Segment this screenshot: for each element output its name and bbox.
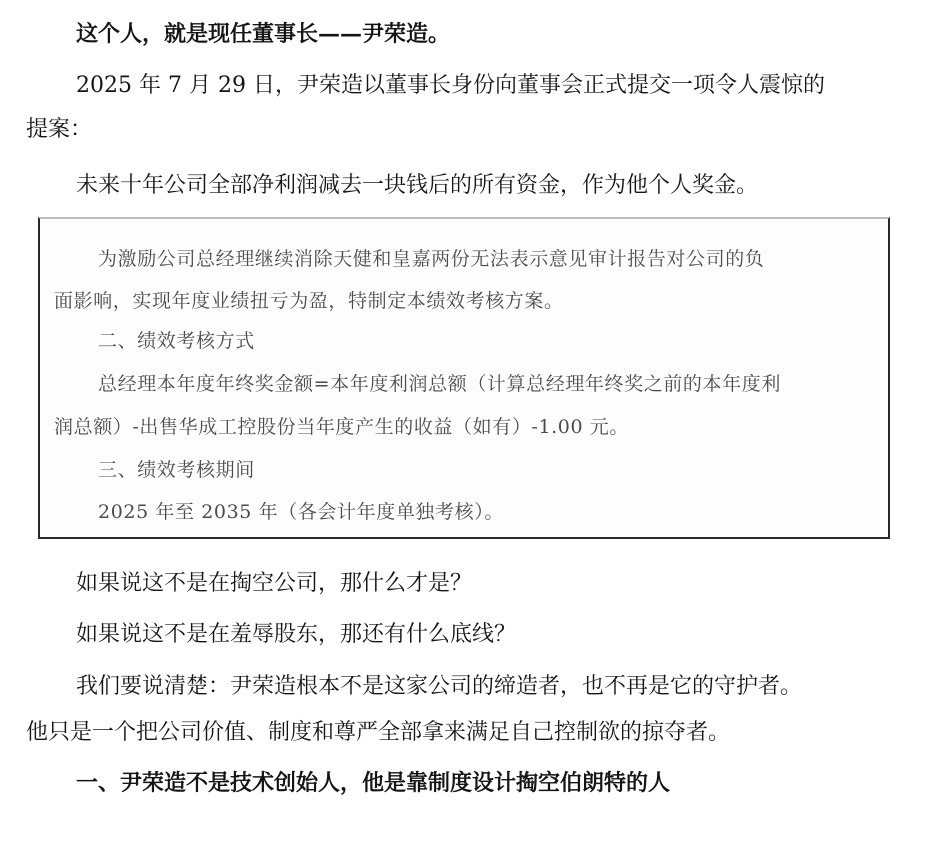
excerpt-line-5: 2025 年至 2035 年（各会计年度单独考核）。: [98, 501, 504, 523]
quoted-document-excerpt: [38, 217, 890, 539]
paragraph-shareholder-question: 如果说这不是在羞辱股东，那还有什么底线？: [76, 622, 517, 647]
paragraph-conclusion-line1: 我们要说清楚：尹荣造根本不是这家公司的缔造者，也不再是它的守护者。: [76, 674, 803, 699]
paragraph-conclusion-line2: 他只是一个把公司价值、制度和尊严全部拿来满足自己控制欲的掠夺者。: [26, 720, 731, 745]
paragraph-bonus-claim: 未来十年公司全部净利润减去一块钱后的所有资金，作为他个人奖金。: [76, 173, 759, 198]
excerpt-section-3-title: 三、绩效考核期间: [98, 459, 255, 481]
section-heading-1: 一、尹荣造不是技术创始人，他是靠制度设计掏空伯朗特的人: [76, 770, 671, 796]
excerpt-line-3: 总经理本年度年终奖金额=本年度利润总额（计算总经理年终奖之前的本年度利: [98, 373, 781, 395]
heading-chairman: 这个人，就是现任董事长——尹荣造。: [76, 21, 451, 47]
excerpt-line-1: 为激励公司总经理继续消除天健和皇嘉两份无法表示意见审计报告对公司的负: [98, 248, 765, 270]
excerpt-section-2-title: 二、绩效考核方式: [98, 330, 255, 352]
paragraph-hollowing-question: 如果说这不是在掏空公司，那什么才是？: [76, 571, 473, 596]
paragraph-proposal-line2: 提案：: [26, 117, 93, 142]
excerpt-line-4: 润总额）-出售华成工控股份当年度产生的收益（如有）-1.00 元。: [54, 416, 629, 438]
excerpt-line-2: 面影响，实现年度业绩扭亏为盈，特制定本绩效考核方案。: [54, 290, 564, 312]
paragraph-proposal-line1: 2025 年 7 月 29 日，尹荣造以董事长身份向董事会正式提交一项令人震惊的: [76, 73, 825, 98]
